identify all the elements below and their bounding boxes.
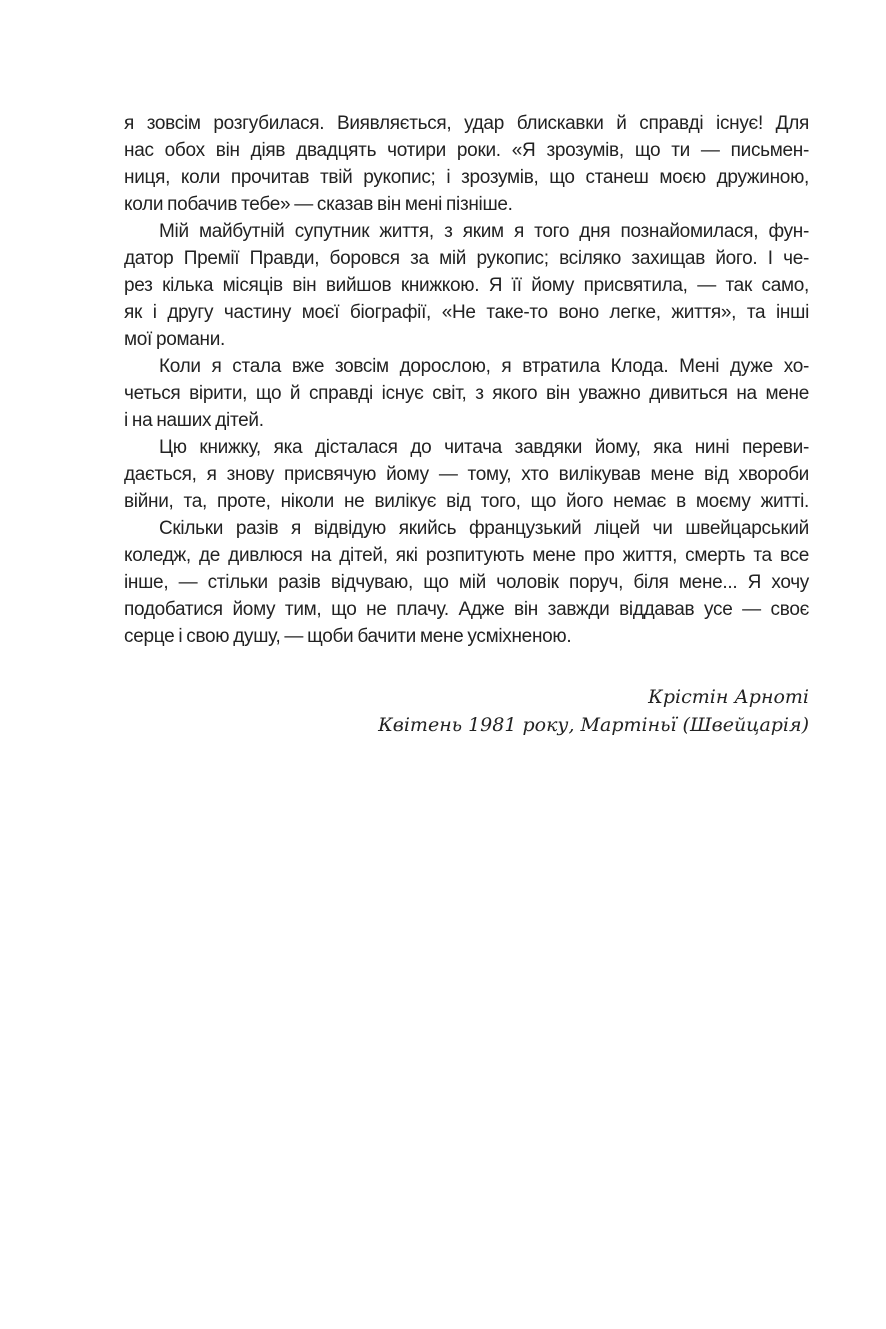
text-line: як і другу частину моєї біографії, «Не таке-то воно легке, життя», та інші bbox=[124, 302, 809, 323]
signature-author: Крістін Арноті bbox=[648, 686, 809, 708]
text-line: коледж, де дивлюся на дітей, які розпитують мене про життя, смерть та все bbox=[124, 545, 809, 566]
text-line: четься вірити, що й справді існує світ, з якого він уважно дивиться на мене bbox=[124, 383, 809, 404]
body-text bbox=[124, 110, 809, 650]
text-line: Цю книжку, яка дісталася до читача завдяки йому, яка нині переви- bbox=[159, 437, 809, 458]
text-line: я зовсім розгубилася. Виявляється, удар блискавки й справді існує! Для bbox=[124, 113, 809, 134]
text-line: Коли я стала вже зовсім дорослою, я втратила Клода. Мені дуже хо- bbox=[159, 356, 809, 377]
text-line: ниця, коли прочитав твій рукопис; і зрозумів, що станеш моєю дружиною, bbox=[124, 167, 809, 188]
text-line: війни, та, проте, ніколи не вилікує від того, що його немає в моєму житті. bbox=[124, 491, 809, 512]
text-line: і на наших дітей. bbox=[124, 410, 264, 431]
text-line: інше, — стільки разів відчуваю, що мій чоловік поруч, біля мене... Я хочу bbox=[124, 572, 809, 593]
text-line: подобатися йому тим, що не плачу. Адже він завжди віддавав усе — своє bbox=[124, 599, 809, 620]
text-line: коли побачив тебе» — сказав він мені пізніше. bbox=[124, 194, 513, 215]
signature-date-place: Квітень 1981 року, Мартіньї (Швейцарія) bbox=[378, 714, 809, 736]
text-line: Мій майбутній супутник життя, з яким я того дня познайомилася, фун- bbox=[159, 221, 809, 242]
text-line: Скільки разів я відвідую якийсь французький ліцей чи швейцарський bbox=[159, 518, 809, 539]
text-line: рез кілька місяців він вийшов книжкою. Я її йому присвятила, — так само, bbox=[124, 275, 809, 296]
text-line: мої романи. bbox=[124, 329, 226, 350]
text-line: нас обох він діяв двадцять чотири роки. «Я зрозумів, що ти — письмен- bbox=[124, 140, 809, 161]
text-line: дається, я знову присвячую йому — тому, хто вилікував мене від хвороби bbox=[124, 464, 809, 485]
text-line: серце і свою душу, — щоби бачити мене усміхненою. bbox=[124, 626, 572, 647]
text-line: датор Премії Правди, боровся за мій рукопис; всіляко захищав його. І че- bbox=[124, 248, 809, 269]
